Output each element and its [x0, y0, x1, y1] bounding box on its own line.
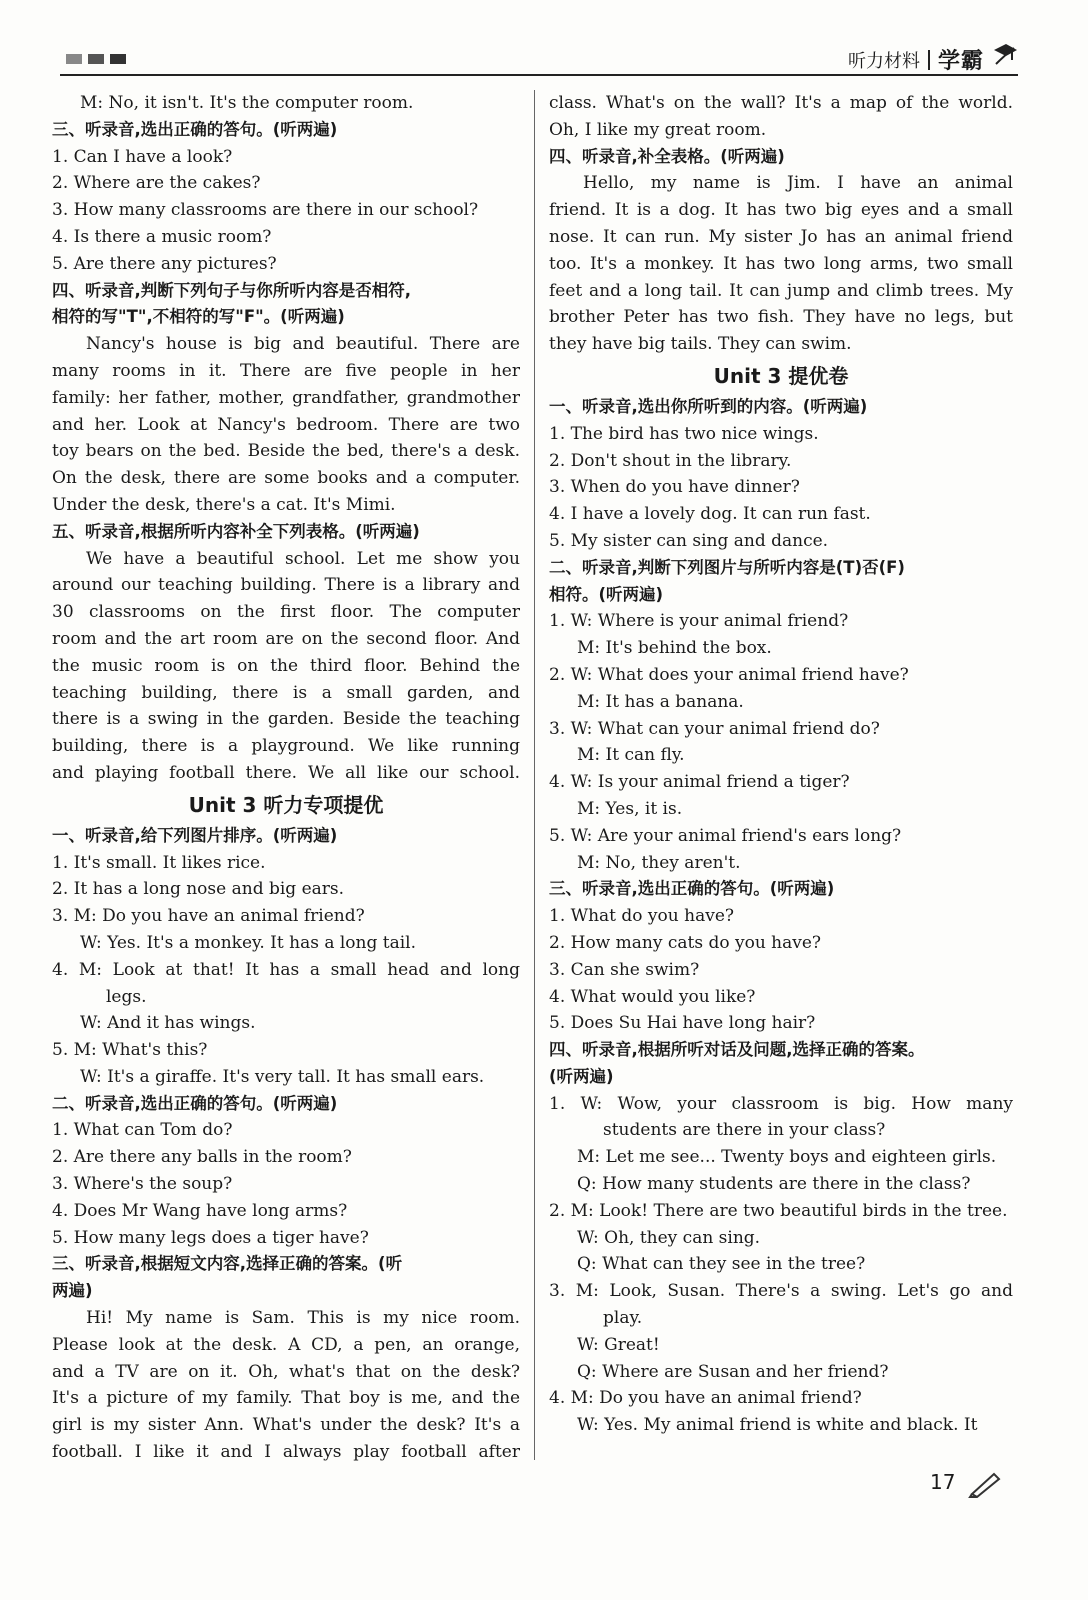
text-line: Q: How many students are there in the class?: [577, 1174, 971, 1195]
text-line: building, there is a playground. We like running: [52, 736, 520, 757]
text-line: room and the art room are on the second floor. And: [52, 628, 520, 649]
pencil-icon: [968, 1470, 1002, 1498]
text-line: 3. W: What can your animal friend do?: [549, 718, 880, 739]
text-line: and her. Look at Nancy's bedroom. There are two: [52, 414, 520, 435]
text-line: 5. My sister can sing and dance.: [549, 530, 829, 551]
section-heading: 三、听录音,选出正确的答句。(听两遍): [52, 119, 338, 139]
text-line: 4. W: Is your animal friend a tiger?: [549, 772, 850, 793]
text-line: Q: What can they see in the tree?: [577, 1254, 866, 1275]
text-line: 4. Does Mr Wang have long arms?: [52, 1200, 348, 1221]
section-heading: 四、听录音,根据所听对话及问题,选择正确的答案。: [549, 1040, 925, 1060]
header-mark: [66, 54, 82, 64]
section-heading: 一、听录音,选出你所听到的内容。(听两遍): [549, 396, 868, 416]
text-line: M: It can fly.: [577, 745, 685, 766]
text-line: M: Let me see... Twenty boys and eighteen girls.: [577, 1147, 997, 1168]
text-line: 4. M: Look at that! It has a small head and long: [52, 959, 520, 980]
text-line: 1. W: Where is your animal friend?: [549, 611, 849, 632]
text-line: M: It's behind the box.: [577, 638, 772, 659]
text-line: It's a picture of my family. That boy is me, and the: [52, 1388, 520, 1409]
text-line: 4. What would you like?: [549, 986, 756, 1007]
text-line: 30 classrooms on the first floor. The computer: [52, 602, 520, 623]
text-line: many rooms in it. There are five people in her: [52, 360, 520, 381]
text-line: 3. M: Do you have an animal friend?: [52, 906, 365, 927]
text-line: 2. It has a long nose and big ears.: [52, 879, 345, 900]
text-line: M: It has a banana.: [577, 691, 744, 712]
text-line: toy bears on the bed. Beside the bed, there's a desk.: [52, 441, 520, 462]
text-line: W: Yes. My animal friend is white and black. It: [577, 1415, 978, 1436]
right-column: [549, 90, 1013, 1439]
header-mark: [88, 54, 104, 64]
text-line: W: Yes. It's a monkey. It has a long tail.: [80, 932, 417, 953]
text-line: 3. Where's the soup?: [52, 1174, 233, 1195]
text-line: 2. How many cats do you have?: [549, 932, 822, 953]
page-number: 17: [930, 1470, 956, 1494]
section-heading: 相符的写"T",不相符的写"F"。(听两遍): [52, 307, 345, 327]
text-line: 3. Can she swim?: [549, 959, 700, 980]
header-separator: [928, 50, 930, 70]
text-line: football. I like it and I always play football after: [52, 1442, 520, 1463]
section-heading: 相符。(听两遍): [549, 584, 664, 604]
text-line: the music room is on the third floor. Behind the: [52, 655, 520, 676]
text-line: and playing football there. We all like our school.: [52, 762, 520, 783]
text-line: teaching building, there is a small garden, and: [52, 682, 520, 703]
text-line: 5. Does Su Hai have long hair?: [549, 1013, 816, 1034]
text-line: Q: Where are Susan and her friend?: [577, 1361, 889, 1382]
text-line: M: No, it isn't. It's the computer room.: [80, 93, 414, 113]
header-section-label: 听力材料: [847, 50, 920, 72]
text-line: 1. What do you have?: [549, 906, 734, 927]
section-heading: 四、听录音,补全表格。(听两遍): [549, 146, 785, 166]
text-line: 1. It's small. It likes rice.: [52, 852, 266, 873]
text-line: 1. What can Tom do?: [52, 1120, 233, 1141]
text-line: brother Peter has two fish. They have no legs, but: [549, 307, 1013, 328]
text-line: 1. The bird has two nice wings.: [549, 423, 819, 444]
section-heading: 三、听录音,根据短文内容,选择正确的答案。(听: [52, 1254, 403, 1274]
unit-title: Unit 3 听力专项提优: [188, 792, 384, 817]
text-line: 2. M: Look! There are two beautiful birds in the tree.: [549, 1200, 1008, 1221]
header-brand: [848, 44, 1018, 75]
section-heading: 五、听录音,根据所听内容补全下列表格。(听两遍): [52, 521, 420, 541]
text-line: 2. W: What does your animal friend have?: [549, 664, 909, 685]
text-line: 1. W: Wow, your classroom is big. How many: [549, 1093, 1013, 1114]
header-mark: [110, 54, 126, 64]
text-line: 5. M: What's this?: [52, 1040, 208, 1061]
text-line: 2. Don't shout in the library.: [549, 450, 792, 471]
text-line: We have a beautiful school. Let me show you: [86, 548, 520, 569]
header-decoration: [66, 54, 126, 64]
section-heading: 四、听录音,判断下列句子与你所听内容是否相符,: [52, 280, 412, 300]
section-heading: 三、听录音,选出正确的答句。(听两遍): [549, 879, 835, 899]
text-line: around our teaching building. There is a library and: [52, 575, 520, 596]
column-divider: [534, 90, 535, 1460]
text-line: nose. It can run. My sister Jo has an animal friend: [549, 226, 1013, 247]
text-line: feet and a long tail. It can jump and climb trees. My: [549, 280, 1013, 301]
section-heading: 二、听录音,判断下列图片与所听内容是(T)否(F): [549, 557, 905, 577]
text-line: Hi! My name is Sam. This is my nice room.: [86, 1308, 520, 1329]
page-header: [60, 40, 1018, 76]
text-line: 3. How many classrooms are there in our school?: [52, 200, 479, 221]
left-column: [52, 90, 520, 1466]
text-line: 5. How many legs does a tiger have?: [52, 1227, 369, 1248]
brand-logo: 学霸: [937, 49, 984, 74]
text-line: W: It's a giraffe. It's very tall. It has small ears.: [80, 1066, 485, 1087]
text-line: 4. Is there a music room?: [52, 226, 272, 247]
text-line: 2. Where are the cakes?: [52, 173, 261, 194]
text-line: W: Great!: [577, 1334, 660, 1355]
graduation-cap-icon: [992, 42, 1018, 66]
text-line: 2. Are there any balls in the room?: [52, 1147, 352, 1168]
text-line: family: her father, mother, grandfather, grandmother: [52, 387, 520, 408]
text-line: they have big tails. They can swim.: [549, 334, 852, 355]
section-heading: 一、听录音,给下列图片排序。(听两遍): [52, 825, 338, 845]
text-line: there is a swing in the garden. Beside the teaching: [52, 709, 520, 730]
text-line: M: Yes, it is.: [577, 798, 683, 819]
text-line: and a TV are on it. Oh, what's that on the desk?: [52, 1361, 520, 1382]
text-line: play.: [603, 1308, 643, 1329]
text-line: 5. W: Are your animal friend's ears long?: [549, 825, 902, 846]
text-line: class. What's on the wall? It's a map of the world.: [549, 93, 1013, 113]
text-line: W: And it has wings.: [80, 1013, 256, 1034]
section-heading: 两遍): [52, 1281, 93, 1301]
text-line: 4. M: Do you have an animal friend?: [549, 1388, 862, 1409]
text-line: Under the desk, there's a cat. It's Mimi.: [52, 494, 396, 515]
text-line: 4. I have a lovely dog. It can run fast.: [549, 504, 871, 525]
text-line: students are there in your class?: [603, 1120, 886, 1141]
unit-title: Unit 3 提优卷: [713, 363, 849, 388]
text-line: girl is my sister Ann. What's under the desk? It's a: [52, 1415, 520, 1436]
section-heading: (听两遍): [549, 1066, 614, 1086]
text-line: 3. When do you have dinner?: [549, 477, 800, 498]
text-line: 3. M: Look, Susan. There's a swing. Let's go and: [549, 1281, 1013, 1302]
section-heading: 二、听录音,选出正确的答句。(听两遍): [52, 1093, 338, 1113]
text-line: Hello, my name is Jim. I have an animal: [583, 173, 1013, 194]
text-line: 1. Can I have a look?: [52, 146, 233, 167]
text-line: M: No, they aren't.: [577, 852, 741, 873]
text-line: Nancy's house is big and beautiful. There are: [86, 334, 520, 355]
text-line: friend. It is a dog. It has two big eyes and a small: [549, 200, 1013, 221]
text-line: W: Oh, they can sing.: [577, 1227, 761, 1248]
text-line: legs.: [106, 986, 147, 1007]
text-line: On the desk, there are some books and a computer.: [52, 468, 520, 489]
text-line: 5. Are there any pictures?: [52, 253, 277, 274]
text-line: Please look at the desk. A CD, a pen, an orange,: [52, 1334, 520, 1355]
text-line: too. It's a monkey. It has two long arms, two small: [549, 253, 1013, 274]
text-line: Oh, I like my great room.: [549, 119, 767, 140]
